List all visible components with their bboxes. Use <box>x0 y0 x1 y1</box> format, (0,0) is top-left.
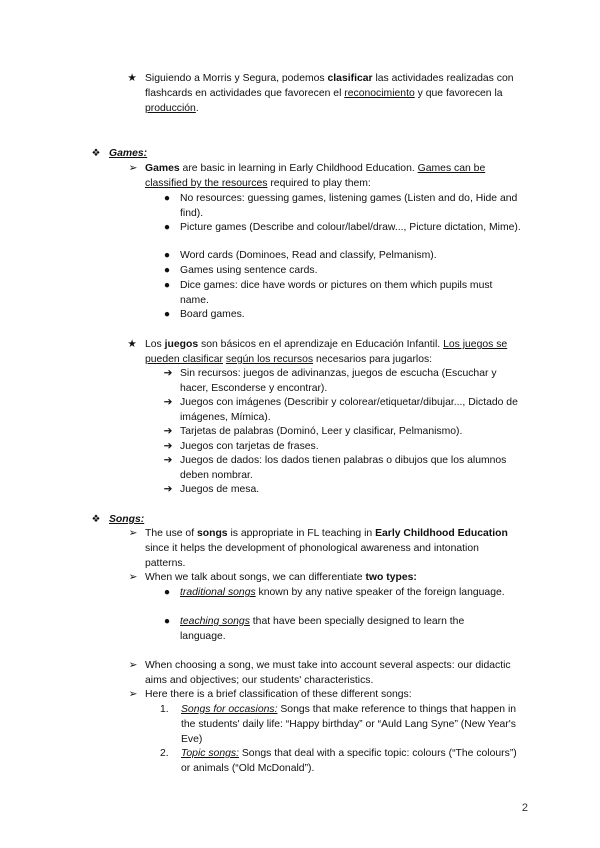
songs-paragraph: ➢ Here there is a brief classification of these different songs: <box>128 689 412 700</box>
arrow-bullet-icon: ➔ <box>163 455 173 466</box>
song-category-item: 1. Songs for occasions: Songs that make reference to things that happen in the students' daily life: “Happy birthday” or “Auld Lang Syne” (New Year's Eve) <box>160 704 517 745</box>
songs-paragraph: ➢ When choosing a song, we must take into account several aspects: our didactic aims and objectives; our students' characteristics. <box>128 660 511 686</box>
games-item: ● No resources: guessing games, listening games (Listen and do, Hide and find). <box>163 193 518 219</box>
dot-bullet-icon: ● <box>163 193 171 204</box>
games-item: ● Picture games (Describe and colour/label/draw..., Picture dictation, Mime). <box>163 222 521 233</box>
list-number: 1. <box>160 704 169 715</box>
songs-heading: ❖ Songs: <box>91 514 145 525</box>
arrowhead-bullet-icon: ➢ <box>128 660 138 671</box>
dot-bullet-icon: ● <box>163 222 171 233</box>
songs-paragraph: ➢ When we talk about songs, we can differentiate two types: <box>128 572 417 583</box>
song-type-item: ● teaching songs that have been specially designed to learn the language. <box>163 616 465 642</box>
intro-text: Siguiendo a Morris y Segura, podemos clasificar las actividades realizadas con flashcards en actividades que favorecen el reconocimiento y que favorecen la producción. <box>145 73 514 114</box>
arrowhead-bullet-icon: ➢ <box>128 572 138 583</box>
games-lead: ➢ Games are basic in learning in Early Childhood Education. Games can be classified by the resources required to play them: <box>128 163 486 189</box>
games-item: ● Board games. <box>163 309 245 320</box>
diamond-bullet-icon: ❖ <box>91 148 101 159</box>
games-item: ● Games using sentence cards. <box>163 265 318 276</box>
song-type-item: ● traditional songs known by any native speaker of the foreign language. <box>163 587 505 598</box>
intro-paragraph <box>125 71 525 116</box>
arrow-bullet-icon: ➔ <box>163 368 173 379</box>
arrow-bullet-icon: ➔ <box>163 397 173 408</box>
arrowhead-bullet-icon: ➢ <box>128 689 138 700</box>
arrowhead-bullet-icon: ➢ <box>128 528 138 539</box>
diamond-bullet-icon: ❖ <box>91 514 101 525</box>
games-es-item: ➔ Juegos con imágenes (Describir y colorear/etiquetar/dibujar..., Dictado de imágenes, Mímica). <box>163 397 518 423</box>
list-number: 2. <box>160 748 169 759</box>
arrow-bullet-icon: ➔ <box>163 441 173 452</box>
song-category-item: 2. Topic songs: Songs that deal with a specific topic: colours (“The colours”) or animals (“Old McDonald”). <box>160 748 517 774</box>
dot-bullet-icon: ● <box>163 309 171 320</box>
games-item: ● Word cards (Dominoes, Read and classify, Pelmanism). <box>163 250 437 261</box>
games-es-item: ➔ Tarjetas de palabras (Dominó, Leer y clasificar, Pelmanismo). <box>163 426 463 437</box>
games-item: ● Dice games: dice have words or pictures on them which pupils must name. <box>163 280 493 306</box>
songs-paragraph: ➢ The use of songs is appropriate in FL teaching in Early Childhood Education since it helps the development of phonological awareness and intonation patterns. <box>128 528 508 569</box>
games-heading: ❖ Games: <box>91 148 148 159</box>
games-es-item: ➔ Juegos de dados: los dados tienen palabras o dibujos que los alumnos deben nombrar. <box>163 455 507 481</box>
dot-bullet-icon: ● <box>163 280 171 291</box>
star-bullet-icon: ★ <box>127 73 137 84</box>
star-bullet-icon: ★ <box>127 339 137 350</box>
arrowhead-bullet-icon: ➢ <box>128 163 138 174</box>
games-es-item: ➔ Juegos de mesa. <box>163 484 260 495</box>
dot-bullet-icon: ● <box>163 265 171 276</box>
dot-bullet-icon: ● <box>163 616 171 627</box>
dot-bullet-icon: ● <box>163 250 171 261</box>
games-es-item: ➔ Juegos con tarjetas de frases. <box>163 441 319 452</box>
arrow-bullet-icon: ➔ <box>163 484 173 495</box>
games-es-lead: ★ Los juegos son básicos en el aprendizaje en Educación Infantil. Los juegos se pueden clasificar según los recursos necesarios para jugarlos: <box>125 337 525 367</box>
arrow-bullet-icon: ➔ <box>163 426 173 437</box>
page-number: 2 <box>521 802 528 814</box>
dot-bullet-icon: ● <box>163 587 171 598</box>
games-es-item: ➔ Sin recursos: juegos de adivinanzas, juegos de escucha (Escuchar y hacer, Esconderse y encontrar). <box>163 368 497 394</box>
